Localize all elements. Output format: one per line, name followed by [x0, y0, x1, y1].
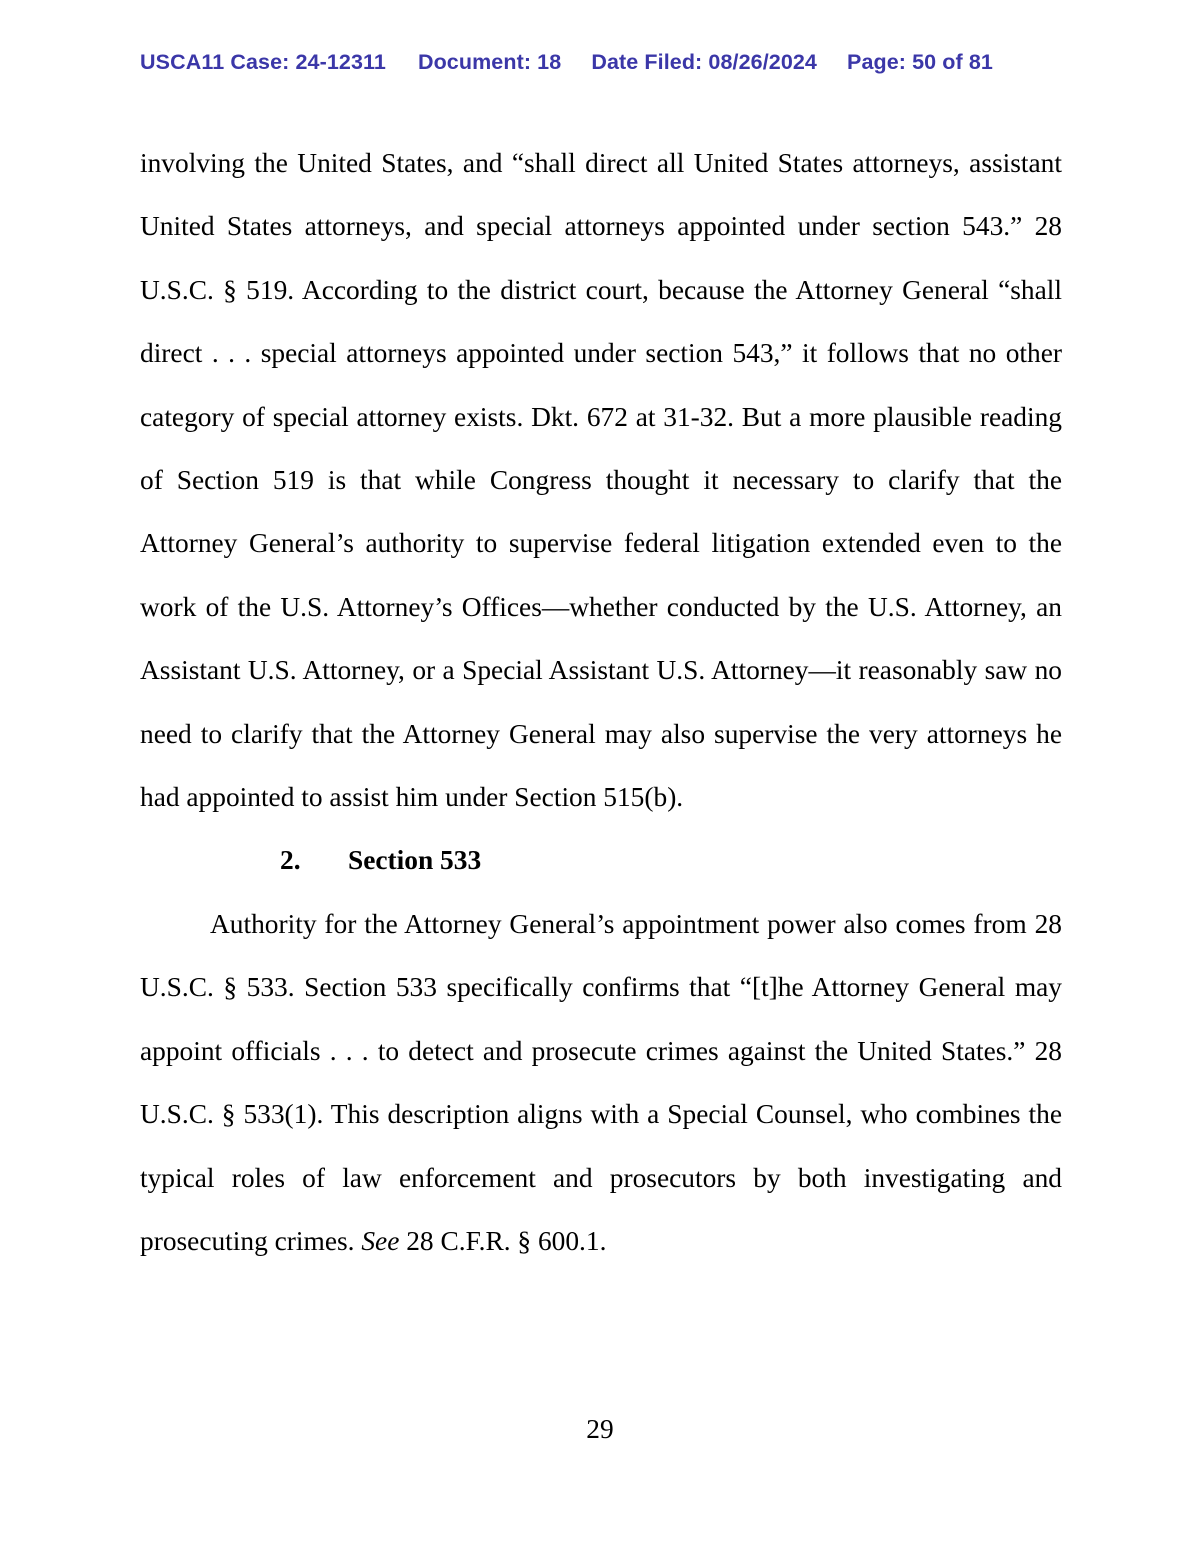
- document-body: [140, 132, 1062, 1273]
- ecf-page-of: Page: 50 of 81: [847, 50, 993, 74]
- paragraph-continuation: involving the United States, and “shall direct all United States attorneys, assistant United States attorneys, and special attorneys appointed under section 543.” 28 U.S.C. § 519. According to the district court, because the Attorney General “shall direct . . . special attorneys appointed under section 543,” it follows that no other category of special attorney exists. Dkt. 672 at 31-32. But a more plausible reading of Section 519 is that while Congress thought it necessary to clarify that the Attorney General’s authority to supervise federal litigation extended even to the work of the U.S. Attorney’s Offices—whether conducted by the U.S. Attorney, an Assistant U.S. Attorney, or a Special Assistant U.S. Attorney—it reasonably saw no need to clarify that the Attorney General may also supervise the very attorneys he had appointed to assist him under Section 515(b).: [140, 148, 1062, 813]
- paragraph-text-citation: 28 C.F.R. § 600.1.: [399, 1225, 607, 1256]
- section-heading-title: Section 533: [348, 845, 482, 876]
- ecf-date-filed: Date Filed: 08/26/2024: [591, 50, 817, 74]
- section-heading-2: [140, 829, 1062, 892]
- ecf-case-number: USCA11 Case: 24-12311: [140, 50, 386, 74]
- paragraph-text-before-citation: Authority for the Attorney General’s appointment power also comes from 28 U.S.C. § 533. Section 533 specifically confirms that “[t]he Attorney General may appoint officials . . . to detect and prosecute crimes against the United States.” 28 U.S.C. § 533(1). This description aligns with a Special Counsel, who combines the typical roles of law enforcement and prosecutors by both investigating and prosecuting crimes.: [140, 908, 1062, 1256]
- citation-signal-see: See: [361, 1225, 400, 1256]
- ecf-header-stamp: [140, 50, 1060, 84]
- paragraph-section-533: [140, 893, 1062, 1273]
- section-heading-number: 2.: [280, 845, 301, 876]
- footer-page-number: 29: [586, 1414, 614, 1444]
- ecf-document-number: Document: 18: [417, 50, 562, 74]
